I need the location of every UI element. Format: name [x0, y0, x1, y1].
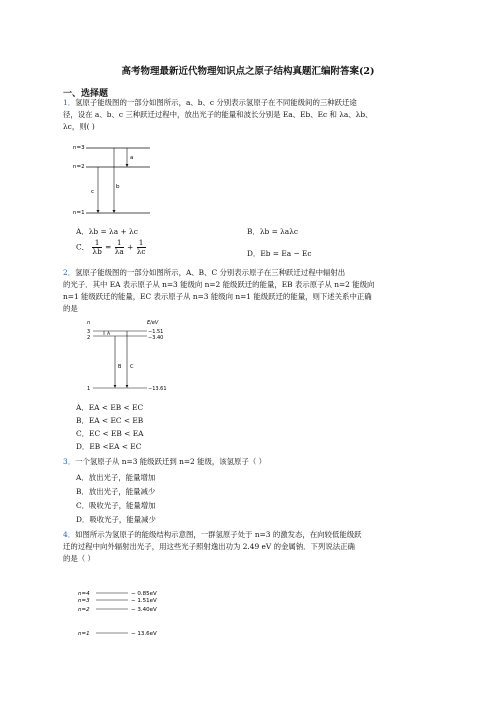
transition-b-label: B [118, 364, 122, 370]
question-2-line-2: 的光子．其中 EA 表示原子从 n=3 能级向 n=2 能级跃迁的能量，EB 表示原子从 n=2 能级向 [63, 280, 375, 289]
level-label-1: 1 [87, 386, 91, 392]
energy-value-n2: − 3.40eV [131, 607, 157, 613]
question-3-option-a[interactable]: A．放出光子，能量增加 [76, 473, 156, 482]
level-label-n2: n=2 [78, 607, 90, 613]
axis-n-label: n [87, 320, 91, 326]
fraction-1-over-lambda-a: $\frac{1}{\lambda a}$ [114, 238, 124, 256]
question-4-number: 4． [63, 530, 76, 539]
question-1-line-3: λc，则( ) [63, 122, 95, 131]
question-2-line-1: 2．氢原子能级图的一部分如图所示，A、B、C 分别表示原子在三种跃迁过程中辐射出 [63, 268, 346, 277]
level-label-2: 2 [87, 335, 91, 341]
energy-value-n4: − 0.85eV [131, 591, 157, 597]
axis-energy-label: E/eV [147, 320, 159, 326]
question-4-line-3: 的是（ ） [63, 554, 95, 563]
level-label-n1: n=1 [78, 631, 90, 637]
question-1-option-d[interactable]: D．Eb = Ea − Ec [247, 249, 312, 258]
level-label-n3: n=3 [78, 598, 90, 604]
transition-c-label: c [91, 189, 95, 195]
page-title: 高考物理最新近代物理知识点之原子结构真题汇编附答案(2) [121, 66, 375, 77]
energy-value-n1: − 13.6eV [131, 631, 157, 637]
fraction-1-over-lambda-c: $\frac{1}{\lambda c}$ [136, 238, 146, 256]
question-2-option-b[interactable]: B．EA < EC < EB [76, 416, 144, 425]
energy-level-diagram-1 [72, 138, 152, 218]
energy-value-3: −1.51 [148, 329, 164, 335]
level-label-n3: n=3 [73, 145, 85, 151]
question-1-option-c[interactable]: C． $\frac{1}{\lambda b}$ = $\frac{1}{\lambda a}$ + $\frac{1}{\lambda c}$ [76, 238, 146, 256]
question-1-option-a[interactable]: A．λb = λa + λc [76, 227, 138, 236]
question-3-number: 3． [63, 457, 76, 466]
question-1-line-1: 1．氢原子能级图的一部分如图所示，a、b、c 分别表示氢原子在不同能级间的三种跃迁途 [63, 98, 357, 107]
question-2-option-c[interactable]: C．EC < EB < EA [76, 429, 144, 438]
fraction-1-over-lambda-b: $\frac{1}{\lambda b}$ [92, 238, 102, 256]
energy-level-diagram-2 [85, 318, 195, 396]
question-2-option-a[interactable]: A．EA < EB < EC [76, 403, 144, 412]
question-2-number: 2． [63, 268, 76, 277]
question-1-number: 1． [63, 98, 76, 107]
question-1-line-2: 径，设在 a、b、c 三种跃迁过程中，放出光子的能量和波长分别是 Ea、Eb、Ec 和 λa、λb、 [63, 110, 373, 119]
energy-value-n3: − 1.51eV [131, 598, 157, 604]
question-3-line-1: 3．一个氢原子从 n=3 能级跃迁到 n=2 能级，该氢原子（ ） [63, 457, 266, 466]
level-label-n1: n=1 [73, 210, 85, 216]
energy-value-2: −3.40 [148, 335, 164, 341]
level-label-3: 3 [87, 329, 91, 335]
level-label-n2: n=2 [73, 164, 85, 170]
transition-c-label: C [130, 364, 134, 370]
question-4-line-1: 4．如图所示为氢原子的能级结构示意图，一群氢原子处于 n=3 的激发态，在向较低能级跃 [63, 530, 362, 539]
transition-a-label: a [130, 155, 134, 161]
question-3-option-d[interactable]: D．吸收光子，能量减少 [76, 515, 156, 524]
question-4-line-2: 迁的过程中向外辐射出光子，用这些光子照射逸出功为 2.49 eV 的金属钠．下列说法正确 [63, 542, 355, 551]
question-2-line-3: n=1 能级跃迁的能量，EC 表示原子从 n=3 能级向 n=1 能级跃迁的能量，则下述关系中正确 [63, 292, 372, 301]
level-label-n4: n=4 [78, 591, 90, 597]
question-2-option-d[interactable]: D．EB <EA < EC [76, 442, 142, 451]
transition-a-label: A [107, 332, 111, 337]
question-3-option-b[interactable]: B．放出光子，能量减少 [76, 487, 156, 496]
question-3-option-c[interactable]: C．吸收光子，能量增加 [76, 501, 156, 510]
question-1-option-b[interactable]: B．λb = λaλc [247, 227, 299, 236]
transition-b-label: b [116, 184, 120, 190]
energy-level-diagram-3 [78, 584, 198, 642]
question-2-line-4: 的是 [63, 304, 78, 313]
section-heading: 一、选择题 [63, 89, 109, 99]
energy-value-1: −13.61 [148, 386, 167, 392]
